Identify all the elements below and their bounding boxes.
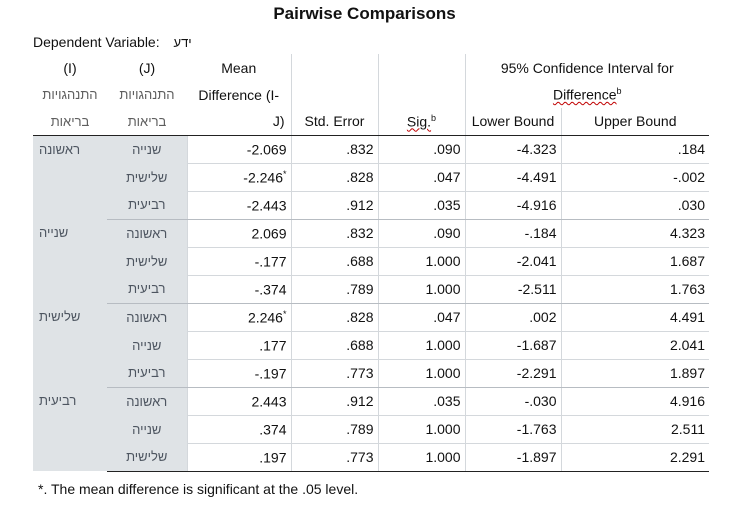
mean-difference-cell bbox=[187, 387, 291, 415]
header-sig bbox=[378, 108, 465, 135]
upper-bound-cell: 1.763 bbox=[561, 275, 709, 303]
mean-difference-cell bbox=[187, 443, 291, 471]
upper-bound-cell: 2.511 bbox=[561, 415, 709, 443]
upper-bound-cell: 2.041 bbox=[561, 331, 709, 359]
table-row bbox=[33, 163, 709, 191]
header-i-label-2: בריאות bbox=[33, 108, 107, 135]
std-error-cell: .789 bbox=[291, 275, 378, 303]
sig-cell: .035 bbox=[378, 191, 465, 219]
header-mean-3: J) bbox=[187, 108, 291, 135]
mean-difference-value: 2.443 bbox=[251, 393, 287, 410]
sig-cell: 1.000 bbox=[378, 275, 465, 303]
row-i-label: שנייה bbox=[33, 219, 107, 303]
mean-difference-cell bbox=[187, 135, 291, 163]
table-row bbox=[33, 303, 709, 331]
std-error-cell: .773 bbox=[291, 443, 378, 471]
lower-bound-cell: -4.491 bbox=[465, 163, 561, 191]
row-j-label: רביעית bbox=[107, 191, 187, 219]
mean-difference-cell bbox=[187, 415, 291, 443]
mean-difference-value: .197 bbox=[259, 449, 287, 466]
header-empty bbox=[291, 54, 378, 81]
header-upper-bound: Upper Bound bbox=[561, 108, 709, 135]
mean-difference-cell bbox=[187, 359, 291, 387]
sig-cell: 1.000 bbox=[378, 443, 465, 471]
upper-bound-cell: 2.291 bbox=[561, 443, 709, 471]
row-i-label: שלישית bbox=[33, 303, 107, 387]
header-ci-sup: b bbox=[616, 86, 622, 97]
lower-bound-cell: -1.897 bbox=[465, 443, 561, 471]
mean-difference-cell bbox=[187, 331, 291, 359]
table-row bbox=[33, 331, 709, 359]
sig-cell: 1.000 bbox=[378, 331, 465, 359]
lower-bound-cell: -.030 bbox=[465, 387, 561, 415]
sig-cell: .090 bbox=[378, 219, 465, 247]
upper-bound-cell: .030 bbox=[561, 191, 709, 219]
std-error-cell: .773 bbox=[291, 359, 378, 387]
row-j-label: שלישית bbox=[107, 443, 187, 471]
header-j: (J) bbox=[138, 59, 156, 76]
lower-bound-cell: -4.323 bbox=[465, 135, 561, 163]
row-j-label: שנייה bbox=[107, 331, 187, 359]
row-j-label: ראשונה bbox=[107, 387, 187, 415]
lower-bound-cell: -1.763 bbox=[465, 415, 561, 443]
table-row bbox=[33, 135, 709, 163]
header-i-label-1: התנהגויות bbox=[42, 87, 98, 102]
row-j-label: שנייה bbox=[107, 415, 187, 443]
row-j-label: ראשונה bbox=[107, 219, 187, 247]
upper-bound-cell: 1.687 bbox=[561, 247, 709, 275]
table-row bbox=[33, 387, 709, 415]
header-std-error: Std. Error bbox=[291, 108, 378, 135]
sig-cell: 1.000 bbox=[378, 247, 465, 275]
std-error-cell: .688 bbox=[291, 331, 378, 359]
mean-difference-cell bbox=[187, 219, 291, 247]
header-j-label-1: התנהגויות bbox=[119, 87, 175, 102]
row-j-label: ראשונה bbox=[107, 303, 187, 331]
table-row bbox=[33, 247, 709, 275]
sig-cell: .035 bbox=[378, 387, 465, 415]
row-j-label: רביעית bbox=[107, 359, 187, 387]
mean-difference-value: -2.069 bbox=[246, 141, 287, 158]
sig-cell: 1.000 bbox=[378, 359, 465, 387]
mean-difference-value: -2.443 bbox=[246, 197, 287, 214]
lower-bound-cell: -.184 bbox=[465, 219, 561, 247]
dependent-variable-value: ידע bbox=[173, 35, 192, 50]
header-empty bbox=[291, 81, 378, 108]
dependent-variable bbox=[33, 34, 192, 50]
lower-bound-cell: -2.041 bbox=[465, 247, 561, 275]
header-empty bbox=[378, 81, 465, 108]
row-i-label: ראשונה bbox=[33, 135, 107, 219]
table-row bbox=[33, 415, 709, 443]
lower-bound-cell: -4.916 bbox=[465, 191, 561, 219]
lower-bound-cell: -2.511 bbox=[465, 275, 561, 303]
pairwise-comparisons-table bbox=[33, 54, 709, 472]
header-empty bbox=[378, 54, 465, 81]
footnote: *. The mean difference is significant at the .05 level. bbox=[38, 481, 359, 497]
mean-difference-value: -.197 bbox=[254, 365, 287, 382]
lower-bound-cell: -1.687 bbox=[465, 331, 561, 359]
dependent-variable-label: Dependent Variable: bbox=[33, 34, 160, 50]
sig-cell: .047 bbox=[378, 163, 465, 191]
table-row bbox=[33, 191, 709, 219]
std-error-cell: .789 bbox=[291, 415, 378, 443]
header-sig-sup: b bbox=[431, 112, 437, 123]
sig-cell: .047 bbox=[378, 303, 465, 331]
std-error-cell: .912 bbox=[291, 191, 378, 219]
row-i-label: רביעית bbox=[33, 387, 107, 471]
header-ci-2-text: Difference bbox=[552, 86, 617, 103]
lower-bound-cell: -2.291 bbox=[465, 359, 561, 387]
mean-difference-cell bbox=[187, 191, 291, 219]
header-i: (I) bbox=[63, 59, 77, 76]
std-error-cell: .832 bbox=[291, 219, 378, 247]
mean-difference-cell bbox=[187, 275, 291, 303]
upper-bound-cell: .184 bbox=[561, 135, 709, 163]
upper-bound-cell: 4.491 bbox=[561, 303, 709, 331]
upper-bound-cell: 1.897 bbox=[561, 359, 709, 387]
mean-difference-value: 2.246 bbox=[247, 309, 283, 326]
header-j-label-2: בריאות bbox=[107, 108, 187, 135]
mean-difference-cell bbox=[187, 163, 291, 191]
std-error-cell: .832 bbox=[291, 135, 378, 163]
upper-bound-cell: 4.916 bbox=[561, 387, 709, 415]
header-ci-1: 95% Confidence Interval for bbox=[465, 54, 709, 81]
table-row bbox=[33, 359, 709, 387]
header-mean-2: Difference (I- bbox=[198, 86, 280, 103]
mean-difference-value: .374 bbox=[259, 421, 287, 438]
header-sig-text: Sig. bbox=[406, 113, 432, 130]
mean-difference-value: .177 bbox=[259, 337, 287, 354]
row-j-label: שלישית bbox=[107, 163, 187, 191]
row-j-label: שנייה bbox=[107, 135, 187, 163]
sig-cell: 1.000 bbox=[378, 415, 465, 443]
row-j-label: רביעית bbox=[107, 275, 187, 303]
header-lower-bound: Lower Bound bbox=[465, 108, 561, 135]
std-error-cell: .912 bbox=[291, 387, 378, 415]
std-error-cell: .828 bbox=[291, 163, 378, 191]
table-row bbox=[33, 443, 709, 471]
lower-bound-cell: .002 bbox=[465, 303, 561, 331]
sig-cell: .090 bbox=[378, 135, 465, 163]
mean-difference-value: -.177 bbox=[254, 253, 287, 270]
table-title: Pairwise Comparisons bbox=[273, 4, 456, 23]
std-error-cell: .688 bbox=[291, 247, 378, 275]
header-ci-2 bbox=[465, 81, 709, 108]
significance-star: * bbox=[282, 308, 287, 319]
std-error-cell: .828 bbox=[291, 303, 378, 331]
mean-difference-value: -2.246 bbox=[243, 169, 283, 186]
header-mean-1: Mean bbox=[221, 59, 257, 76]
mean-difference-value: -.374 bbox=[254, 281, 287, 298]
mean-difference-cell bbox=[187, 303, 291, 331]
row-j-label: שלישית bbox=[107, 247, 187, 275]
mean-difference-value: 2.069 bbox=[251, 225, 287, 242]
mean-difference-cell bbox=[187, 247, 291, 275]
upper-bound-cell: -.002 bbox=[561, 163, 709, 191]
upper-bound-cell: 4.323 bbox=[561, 219, 709, 247]
table-row bbox=[33, 275, 709, 303]
table-row bbox=[33, 219, 709, 247]
significance-star: * bbox=[282, 168, 287, 179]
